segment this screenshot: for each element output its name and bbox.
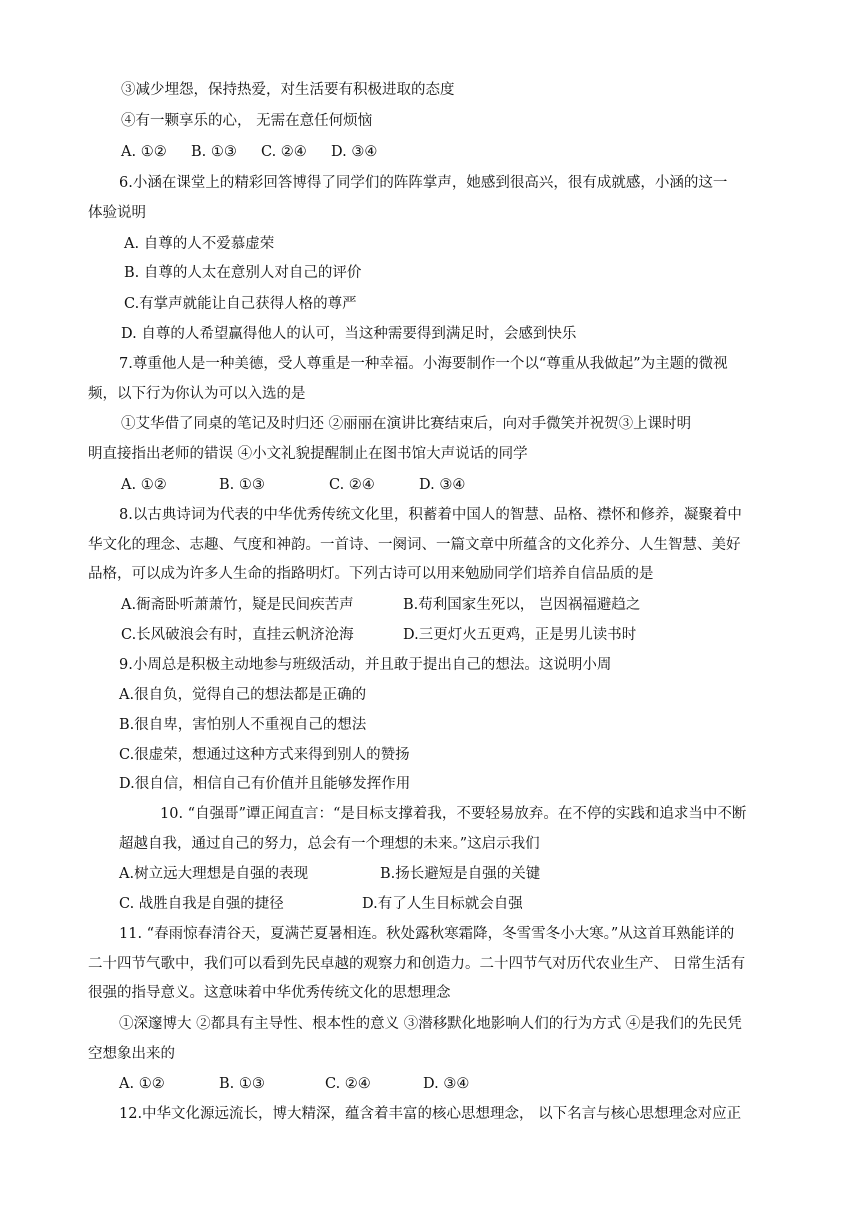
q8-stem-line-1: 8.以古典诗词为代表的中华优秀传统文化里，积蓄着中国人的智慧、品格、襟怀和修养，凝聚着中 (119, 507, 742, 523)
q8-option-b: B.苟利国家生死以， 岂因祸福避趋之 (403, 597, 641, 613)
q10-option-b: B.扬长避短是自强的关键 (380, 866, 541, 882)
q9-option-b: B.很自卑，害怕别人不重视自己的想法 (119, 717, 367, 733)
q7-options (121, 475, 465, 495)
q11-stem-line-1: 11. “春雨惊春清谷天，夏满芒夏暑相连。秋处露秋寒霜降，冬雪雪冬小大寒。”从这首耳熟能详的 (119, 926, 735, 942)
q11-option-c: C. ②④ (325, 1076, 371, 1092)
q6-option-a: A. 自尊的人不爱慕虚荣 (124, 236, 275, 252)
q5-option-b: B. ①③ (191, 144, 237, 160)
q8-stem-line-3: 品格，可以成为许多人生命的指路明灯。下列古诗可以用来勉励同学们培养自信品质的是 (88, 566, 654, 582)
q11-stem-line-2: 二十四节气歌中，我们可以看到先民卓越的观察力和创造力。二十四节气对历代农业生产、 日常生活有 (88, 956, 746, 972)
q6-option-b: B. 自尊的人太在意别人对自己的评价 (124, 265, 362, 281)
q9-option-d: D.很自信，相信自己有价值并且能够发挥作用 (119, 776, 411, 792)
q7-option-b: B. ①③ (219, 477, 265, 493)
q5-option-c: C. ②④ (261, 144, 307, 160)
q12-stem-line-1: 12.中华文化源远流长，博大精深，蕴含着丰富的核心思想理念， 以下名言与核心思想理念对应正 (119, 1106, 742, 1122)
q10-stem-line-2: 超越自我，通过自己的努力，总会有一个理想的未来。”这启示我们 (119, 836, 540, 852)
q6-stem-line-1: 6.小涵在课堂上的精彩回答博得了同学们的阵阵掌声，她感到很高兴，很有成就感，小涵的这一 (119, 175, 728, 191)
q5-option-d: D. ③④ (331, 144, 378, 160)
q7-items-line-2: 明直接指出老师的错误 ④小文礼貌提醒制止在图书馆大声说话的同学 (88, 446, 528, 462)
q11-options (119, 1074, 469, 1094)
q11-stem-line-3: 很强的指导意义。这意味着中华优秀传统文化的思想理念 (88, 985, 451, 1001)
q7-stem-line-1: 7.尊重他人是一种美德，受人尊重是一种幸福。小海要制作一个以“尊重从我做起”为主题的微视 (119, 356, 728, 372)
q5-item-4: ④有一颗享乐的心， 无需在意任何烦恼 (121, 113, 373, 129)
q6-option-d: D. 自尊的人希望赢得他人的认可，当这种需要得到满足时，会感到快乐 (121, 326, 577, 342)
q8-stem-line-2: 华文化的理念、志趣、气度和神韵。一首诗、一阕词、一篇文章中所蕴含的文化养分、人生智慧、美好 (88, 537, 741, 553)
q10-option-c: C. 战胜自我是自强的捷径 (119, 896, 284, 912)
q9-stem: 9.小周总是积极主动地参与班级活动，并且敢于提出自己的想法。这说明小周 (119, 657, 612, 673)
q9-option-c: C.很虚荣，想通过这种方式来得到别人的赞扬 (119, 747, 410, 763)
q5-option-a: A. ①② (121, 144, 167, 160)
q11-option-d: D. ③④ (423, 1076, 470, 1092)
q11-option-b: B. ①③ (219, 1076, 265, 1092)
q5-options (121, 142, 377, 162)
q7-stem-line-2: 频，以下行为你认为可以入选的是 (88, 386, 306, 402)
q8-option-a: A.衙斋卧听萧萧竹，疑是民间疾苦声 (121, 597, 354, 613)
q10-option-a: A.树立远大理想是自强的表现 (119, 866, 309, 882)
q10-stem-line-1: 10. “自强哥”谭正闻直言：“是目标支撑着我，不要轻易放弃。在不停的实践和追求当中不断 (160, 806, 747, 822)
q7-items-line-1: ①艾华借了同桌的笔记及时归还 ②丽丽在演讲比赛结束后，向对手微笑并祝贺③上课时明 (121, 416, 692, 432)
q7-option-c: C. ②④ (329, 477, 375, 493)
q8-option-c: C.长风破浪会有时，直挂云帆济沧海 (121, 627, 354, 643)
q7-option-a: A. ①② (121, 477, 167, 493)
q8-option-d: D.三更灯火五更鸡，正是男儿读书时 (403, 627, 637, 643)
q11-items-line-1: ①深邃博大 ②都具有主导性、根本性的意义 ③潜移默化地影响人们的行为方式 ④是我们的先民凭 (119, 1016, 742, 1032)
q11-items-line-2: 空想象出来的 (88, 1046, 175, 1062)
q10-option-d: D.有了人生目标就会自强 (362, 896, 523, 912)
q6-stem-line-2: 体验说明 (88, 205, 146, 221)
q9-option-a: A.很自负，觉得自己的想法都是正确的 (119, 687, 367, 703)
q11-option-a: A. ①② (119, 1076, 165, 1092)
q7-option-d: D. ③④ (419, 477, 466, 493)
q5-item-3: ③减少埋怨，保持热爱，对生活要有积极进取的态度 (121, 82, 455, 98)
q6-option-c: C.有掌声就能让自己获得人格的尊严 (124, 296, 357, 312)
